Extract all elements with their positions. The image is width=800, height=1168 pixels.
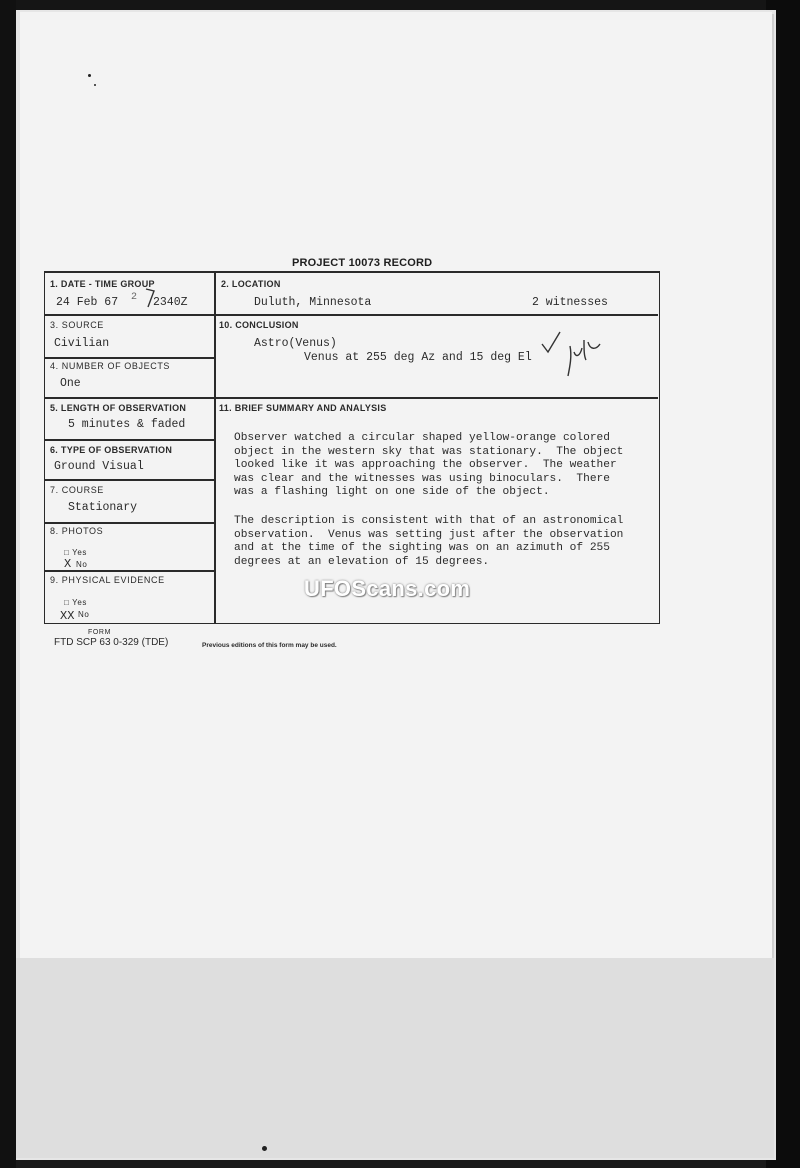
source-value: Civilian bbox=[54, 337, 110, 350]
handwritten-mark bbox=[140, 287, 158, 309]
length-label: 5. LENGTH OF OBSERVATION bbox=[50, 403, 187, 413]
date-value: 24 Feb 67 bbox=[56, 296, 119, 309]
physical-yes-checkbox: □ Yes bbox=[64, 598, 87, 607]
length-value: 5 minutes & faded bbox=[68, 418, 186, 431]
checkmark-initials bbox=[540, 330, 610, 380]
row-divider bbox=[45, 397, 658, 399]
form-identifier: FTD SCP 63 0-329 (TDE) bbox=[54, 637, 169, 648]
conclusion-line2: Venus at 255 deg Az and 15 deg El bbox=[304, 351, 532, 364]
source-label: 3. SOURCE bbox=[50, 320, 104, 330]
date-strike: 2 bbox=[131, 292, 138, 303]
witnesses-value: 2 witnesses bbox=[532, 296, 608, 309]
row-divider bbox=[45, 314, 658, 316]
photos-label: 8. PHOTOS bbox=[50, 526, 104, 536]
watermark-text: UFOScans.com bbox=[304, 576, 471, 601]
course-value: Stationary bbox=[68, 501, 138, 514]
row-divider bbox=[45, 439, 215, 441]
speck bbox=[88, 74, 91, 77]
course-label: 7. COURSE bbox=[50, 485, 104, 495]
speck bbox=[262, 1146, 267, 1151]
summary-paragraph-2: The description is consistent with that of an astronomical observation. Venus was setting just after the observation and at the time of the sighting was on an azimuth of 255 degrees at an elevation of 15 degrees. bbox=[234, 515, 624, 568]
photos-checked-mark: X bbox=[64, 557, 72, 571]
speck bbox=[94, 84, 96, 86]
form-note: Previous editions of this form may be used. bbox=[202, 642, 337, 649]
row-divider bbox=[45, 522, 215, 524]
lower-page-area bbox=[16, 958, 774, 1158]
physical-no-option: No bbox=[78, 610, 90, 619]
physical-evidence-label: 9. PHYSICAL EVIDENCE bbox=[50, 575, 165, 585]
physical-checked-mark: XX bbox=[60, 609, 75, 623]
summary-label: 11. BRIEF SUMMARY AND ANALYSIS bbox=[219, 403, 387, 413]
type-value: Ground Visual bbox=[54, 460, 144, 473]
scan-border-left bbox=[0, 0, 16, 1168]
photos-yes-checkbox: □ Yes bbox=[64, 548, 87, 557]
summary-paragraph-1: Observer watched a circular shaped yellow-orange colored object in the western sky that was stationary. The object looked like it was approaching the observer. The weather was clear and the witnesses was using binoculars. There was a flashing light on one side of the object. bbox=[234, 432, 624, 499]
record-title: PROJECT 10073 RECORD bbox=[292, 257, 433, 269]
date-time-label: 1. DATE - TIME GROUP bbox=[50, 279, 155, 289]
time-value: 2340Z bbox=[153, 296, 188, 309]
conclusion-label: 10. CONCLUSION bbox=[219, 320, 299, 330]
location-label: 2. LOCATION bbox=[221, 279, 281, 289]
type-label: 6. TYPE OF OBSERVATION bbox=[50, 445, 173, 455]
row-divider bbox=[45, 479, 215, 481]
number-objects-value: One bbox=[60, 377, 81, 390]
number-objects-label: 4. NUMBER OF OBJECTS bbox=[50, 361, 171, 371]
row-divider bbox=[45, 357, 215, 359]
form-word: FORM bbox=[88, 629, 112, 636]
photos-no-option: No bbox=[76, 560, 88, 569]
conclusion-line1: Astro(Venus) bbox=[254, 337, 337, 350]
location-value: Duluth, Minnesota bbox=[254, 296, 372, 309]
